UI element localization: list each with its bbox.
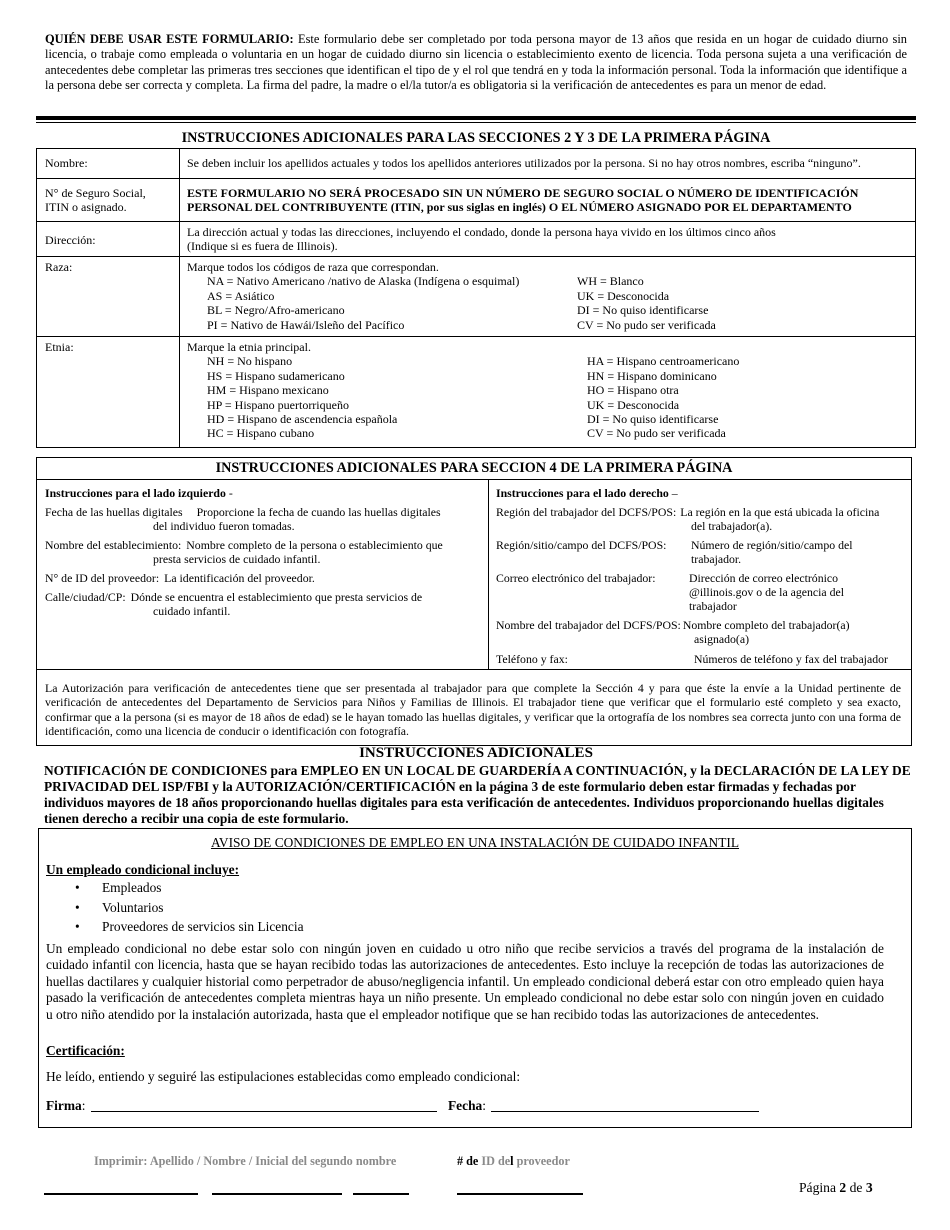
right-item-value-cont: trabajador. [691, 552, 742, 567]
first-name-field[interactable] [212, 1193, 342, 1195]
list-item [75, 880, 304, 900]
ssn-text: ESTE FORMULARIO NO SERÁ PROCESADO SIN UN NÚMERO DE SEGURO SOCIAL O NÚMERO DE IDENTIFICACIÓN PERSONAL DEL CONTRIBUYENTE (ITIN, por sus siglas en inglés) O EL NÚMERO ASIGNADO POR EL DEPARTAMENTO [180, 179, 916, 222]
etnia-code: HP = Hispano puertorriqueño [207, 397, 349, 412]
middle-initial-field[interactable] [353, 1193, 409, 1195]
provider-id-field[interactable] [457, 1193, 583, 1195]
right-item-key: Región/sitio/campo del DCFS/POS: [496, 538, 667, 552]
print-name-label: Imprimir: Apellido / Nombre / Inicial del segundo nombre [94, 1154, 397, 1168]
etnia-codes [187, 340, 909, 441]
table-row-direccion [37, 222, 916, 257]
right-item-region-site [496, 538, 908, 566]
raza-codes [187, 274, 909, 332]
right-item-value-cont: @illinois.gov o de la agencia del [689, 585, 845, 600]
right-item-value-cont: asignado(a) [694, 632, 750, 647]
provider-id-end: proveedor [513, 1154, 570, 1168]
raza-code: AS = Asiático [207, 288, 275, 303]
raza-intro: Marque todos los códigos de raza que correspondan. [187, 260, 439, 274]
raza-label: Raza: [37, 257, 180, 337]
ssn-label-line-2: ITIN o asignado. [45, 200, 127, 215]
left-item-key: Fecha de las huellas digitales [45, 505, 183, 519]
additional-instructions-title: INSTRUCCIONES ADICIONALES [359, 745, 593, 761]
conditional-employee-paragraph: Un empleado condicional no debe estar solo con ningún joven en cuidado u otro niño que recibe servicios a través del programa de la instalación de cuidado infantil con licencia, hasta que se hayan recibido todas las autorizaciones de antecedentes. Esto incluye la recepción de todas las autorizaciones de huellas dactilares y cualquier historial como perpetrador de abuso/negligencia infantil. Un empleado condicional deberá estar con otro empleado quien haya pasado la verificación de antecedentes completa mientras haya un niño presente. Un empleado condicional no debe estar solo con ningún joven en cuidado u otro niño atendido por la instalación autorizada, hasta que el empleador notifique que se han recibido todas las autorizaciones de antecedentes. [46, 941, 884, 1022]
raza-code: WH = Blanco [577, 274, 644, 289]
etnia-right-col [587, 340, 739, 441]
right-item-value-cont: del trabajador(a). [691, 519, 773, 534]
right-item-key: Nombre del trabajador del DCFS/POS: [496, 618, 681, 632]
etnia-code: DI = No quiso identificarse [587, 412, 719, 427]
ssn-label [37, 179, 180, 222]
thick-rule [36, 116, 916, 120]
left-item-value-cont: cuidado infantil. [153, 604, 231, 619]
right-side-heading-text: Instrucciones para el lado derecho [496, 486, 669, 500]
intro-paragraph [45, 32, 907, 93]
page-word: Página [799, 1180, 836, 1195]
etnia-label: Etnia: [37, 337, 180, 448]
intro-text: Este formulario debe ser completado por toda persona mayor de 13 años que resida en un hogar de cuidado diurno sin licencia, o trabaje como empleada o voluntaria en un hogar de cuidado diurno sin licencia o establecimiento exento de licencia. Toda persona sujeta a una verificación de antecedentes debe completar las primeras tres secciones que identifican el tipo de y el rol que tendrá en y toda la información personal. Toda la información que identifique a la persona debe ser correcta y completa. La firma del padre, la madre o el/la tutor/a es obligatoria si la verificación de antecedentes es para un menor de edad. [45, 32, 907, 92]
notification-paragraph: NOTIFICACIÓN DE CONDICIONES para EMPLEO EN UN LOCAL DE GUARDERÍA A CONTINUACIÓN, y la DECLARACIÓN DE LA LEY DE PRIVACIDAD DEL ISP/FBI y la AUTORIZACIÓN/CERTIFICACIÓN en la página 3 de este formulario deben estar firmadas y fechadas por individuos mayores de 18 años proporcionando huellas digitales para esta verificación de antecedentes. Individuos proporcionando huellas digitales tienen derecho a recibir una copia de este formulario. [44, 763, 911, 826]
left-item-establishment [45, 538, 475, 566]
certification-heading: Certificación: [46, 1043, 125, 1058]
raza-code: PI = Nativo de Hawái/Isleño del Pacífico [207, 317, 405, 332]
raza-content [180, 257, 916, 337]
last-name-field[interactable] [44, 1193, 198, 1195]
raza-code: UK = Desconocida [577, 288, 670, 303]
left-item-key: Calle/ciudad/CP: [45, 590, 126, 604]
direccion-line-2: (Indique si es fuera de Illinois). [187, 239, 338, 254]
table-row-nombre [37, 149, 916, 179]
list-item-text: Proveedores de servicios sin Licencia [102, 919, 304, 934]
etnia-code: HC = Hispano cubano [207, 426, 315, 441]
page-total: 3 [865, 1180, 873, 1195]
provider-id-hash: # de [457, 1154, 479, 1168]
left-side-heading-text: Instrucciones para el lado izquierdo [45, 486, 226, 500]
right-item-value: Dirección de correo electrónico [689, 571, 839, 585]
nombre-label: Nombre: [37, 149, 180, 179]
date-label [448, 1098, 486, 1114]
section-4-column-divider [488, 479, 489, 669]
left-item-value: La identificación del proveedor. [164, 571, 315, 585]
left-item-value: Dónde se encuentra el establecimiento que presta servicios de [130, 590, 423, 604]
right-item-phone-fax [496, 652, 908, 666]
direccion-line-1: La dirección actual y todas las direcciones, incluyendo el condado, donde la persona haya vivido en los últimos cinco años [187, 225, 776, 239]
left-item-value: Nombre completo de la persona o establecimiento que [186, 538, 443, 552]
etnia-intro: Marque la etnia principal. [187, 340, 311, 354]
bullet-icon: • [75, 880, 80, 895]
right-side-heading [496, 486, 678, 500]
list-item [75, 900, 304, 920]
table-row-etnia [37, 337, 916, 448]
date-field[interactable] [491, 1111, 759, 1112]
conditional-employee-list [75, 880, 304, 939]
section-4-title: INSTRUCCIONES ADICIONALES PARA SECCION 4 DE LA PRIMERA PÁGINA [215, 460, 733, 476]
date-colon: : [482, 1098, 486, 1113]
conditional-employee-heading: Un empleado condicional incluye: [46, 862, 240, 877]
page-number [799, 1180, 873, 1196]
right-item-value: Números de teléfono y fax del trabajador [694, 652, 888, 666]
section-2-3-table [36, 148, 916, 448]
section-4-divider [37, 479, 911, 480]
direccion-text [180, 222, 916, 257]
left-item-value: Proporcione la fecha de cuando las huellas digitales [196, 505, 441, 519]
provider-id-label [457, 1154, 570, 1169]
left-item-value-cont: presta servicios de cuidado infantil. [153, 552, 321, 567]
etnia-code: HS = Hispano sudamericano [207, 368, 345, 383]
list-item [75, 919, 304, 939]
left-item-fingerprint-date [45, 505, 475, 533]
signature-label-text: Firma [46, 1098, 82, 1113]
etnia-code: NH = No hispano [207, 354, 293, 369]
page-of: de [849, 1180, 863, 1195]
intro-lead: QUIÉN DEBE USAR ESTE FORMULARIO: [45, 32, 294, 46]
left-side-heading [45, 486, 233, 500]
right-item-worker-email [496, 571, 908, 614]
raza-code: NA = Nativo Americano /nativo de Alaska (Indígena o esquimal) [207, 274, 520, 289]
provider-id-letter: l [510, 1154, 514, 1168]
etnia-code: HO = Hispano otra [587, 383, 679, 398]
left-item-key: N° de ID del proveedor: [45, 571, 160, 585]
left-item-provider-id [45, 571, 475, 585]
etnia-code: CV = No pudo ser verificada [587, 426, 726, 441]
section-2-3-title: INSTRUCCIONES ADICIONALES PARA LAS SECCIONES 2 Y 3 DE LA PRIMERA PÁGINA [181, 130, 771, 146]
right-item-worker-region [496, 505, 908, 533]
etnia-code: HN = Hispano dominicano [587, 368, 717, 383]
left-item-address [45, 590, 475, 618]
page-current: 2 [839, 1180, 847, 1195]
right-item-key: Región del trabajador del DCFS/POS: [496, 505, 677, 519]
right-item-value-cont: trabajador [689, 599, 737, 614]
left-item-key: Nombre del establecimiento: [45, 538, 182, 552]
provider-id-text: ID de [478, 1154, 511, 1168]
certification-text: He leído, entiendo y seguiré las estipulaciones establecidas como empleado condicional: [46, 1069, 521, 1084]
authorization-paragraph: La Autorización para verificación de antecedentes tiene que ser presentada al trabajador para que complete la Sección 4 y para que éste la envíe a la Unidad pertinente de verificación de antecedentes del Departamento de Servicios para Niños y Familias de Illinois. El trabajador tiene que verificar que el formulario esté completo y sea exacto, confirmar que a la persona (si es mayor de 18 años de edad) se le hayan tomado las huellas digitales, y verificar que la ortografía de los nombres sea correcta junto con una forma de identificación, como una licencia de conducir o identificación con fotografía. [45, 681, 901, 739]
etnia-left-col [207, 340, 587, 441]
etnia-code: HD = Hispano de ascendencia española [207, 412, 398, 427]
raza-code: CV = No pudo ser verificada [577, 317, 716, 332]
table-row-ssn [37, 179, 916, 222]
list-item-text: Voluntarios [102, 899, 164, 915]
etnia-code: UK = Desconocida [587, 397, 680, 412]
ssn-label-line-1: N° de Seguro Social, [45, 186, 146, 200]
nombre-text: Se deben incluir los apellidos actuales y todos los apellidos anteriores utilizados por la persona. Si no hay otros nombres, escriba “ninguno”. [180, 149, 916, 179]
right-item-value: Número de región/sitio/campo del [691, 538, 853, 552]
notice-title: AVISO DE CONDICIONES DE EMPLEO EN UNA INSTALACIÓN DE CUIDADO INFANTIL [210, 835, 740, 850]
left-side-heading-suffix: - [225, 486, 233, 500]
table-row-raza [37, 257, 916, 337]
right-item-value: La región en la que está ubicada la oficina [680, 505, 880, 519]
etnia-code: HM = Hispano mexicano [207, 383, 329, 398]
right-item-value: Nombre completo del trabajador(a) [682, 618, 850, 632]
right-item-worker-name [496, 618, 908, 646]
etnia-code: HA = Hispano centroamericano [587, 354, 740, 369]
raza-code: DI = No quiso identificarse [577, 303, 709, 318]
signature-colon: : [81, 1098, 86, 1113]
right-item-key: Teléfono y fax: [496, 652, 568, 666]
raza-right-col [577, 274, 716, 332]
right-side-heading-suffix: – [668, 486, 678, 500]
thin-rule [36, 122, 916, 123]
list-item-text: Empleados [102, 880, 162, 895]
raza-code: BL = Negro/Afro-americano [207, 303, 345, 318]
raza-left-col [207, 274, 577, 332]
bullet-icon: • [75, 899, 80, 915]
signature-label [46, 1098, 85, 1114]
etnia-content [180, 337, 916, 448]
signature-field[interactable] [91, 1111, 437, 1112]
date-label-text: Fecha [448, 1098, 483, 1113]
right-item-key: Correo electrónico del trabajador: [496, 571, 656, 585]
left-item-value-cont: del individuo fueron tomadas. [153, 519, 295, 534]
bullet-icon: • [75, 919, 80, 934]
section-4-bottom-divider [37, 669, 911, 670]
direccion-label: Dirección: [37, 222, 180, 257]
